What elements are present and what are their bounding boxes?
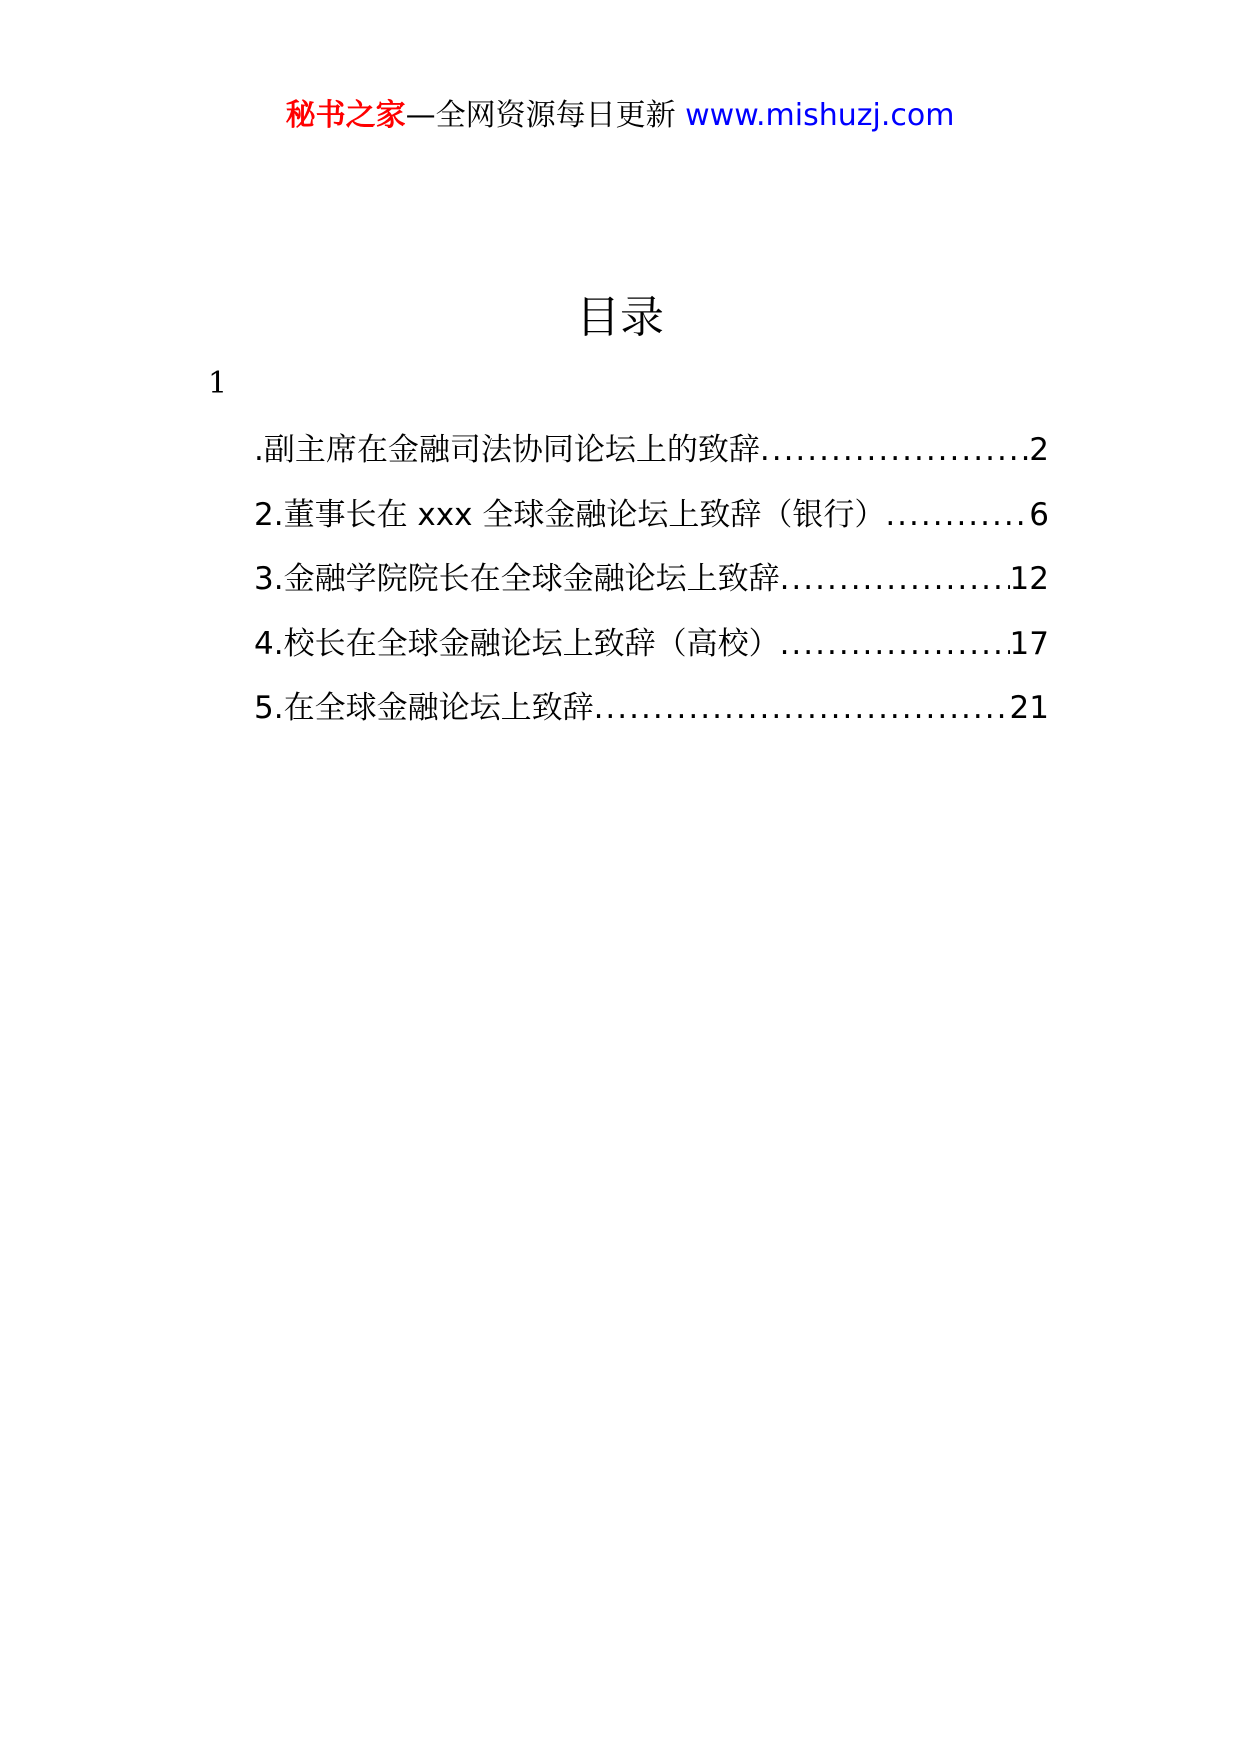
- toc-entry-page: 12: [1009, 561, 1049, 597]
- site-url-link[interactable]: www.mishuzj.com: [685, 98, 955, 133]
- toc-entry-title: .副主席在金融司法协同论坛上的致辞: [254, 432, 760, 468]
- toc-entry[interactable]: [254, 614, 1049, 679]
- site-brand: 秘书之家: [285, 98, 406, 133]
- toc-entry[interactable]: [254, 485, 1049, 550]
- toc-dot-leader: [594, 678, 1010, 738]
- toc-entry[interactable]: [254, 549, 1049, 614]
- site-tagline: —全网资源每日更新: [405, 98, 676, 133]
- toc-entry-page: 17: [1009, 625, 1049, 662]
- site-header: [0, 96, 1240, 136]
- toc-entry-title: 3.金融学院院长在全球金融论坛上致辞: [254, 561, 780, 597]
- toc-entry-page: 21: [1009, 690, 1049, 726]
- toc-list: [254, 420, 1049, 743]
- toc-dot-leader: [760, 420, 1029, 480]
- toc-entry-title: 5.在全球金融论坛上致辞: [254, 690, 594, 726]
- toc-entry-title: 2.董事长在 xxx 全球金融论坛上致辞（银行）: [254, 496, 886, 533]
- toc-entry-title: 4.校长在全球金融论坛上致辞（高校）: [254, 625, 780, 662]
- toc-entry[interactable]: [254, 420, 1049, 485]
- toc-entry[interactable]: [254, 678, 1049, 743]
- toc-entry-page: 6: [1029, 496, 1049, 533]
- toc-dot-leader: [780, 614, 1010, 674]
- toc-dot-leader: [780, 549, 1010, 609]
- list-number-marker: 1: [208, 366, 228, 401]
- toc-title: 目录: [576, 292, 664, 343]
- toc-entry-page: 2: [1029, 432, 1049, 468]
- toc-dot-leader: [885, 485, 1029, 545]
